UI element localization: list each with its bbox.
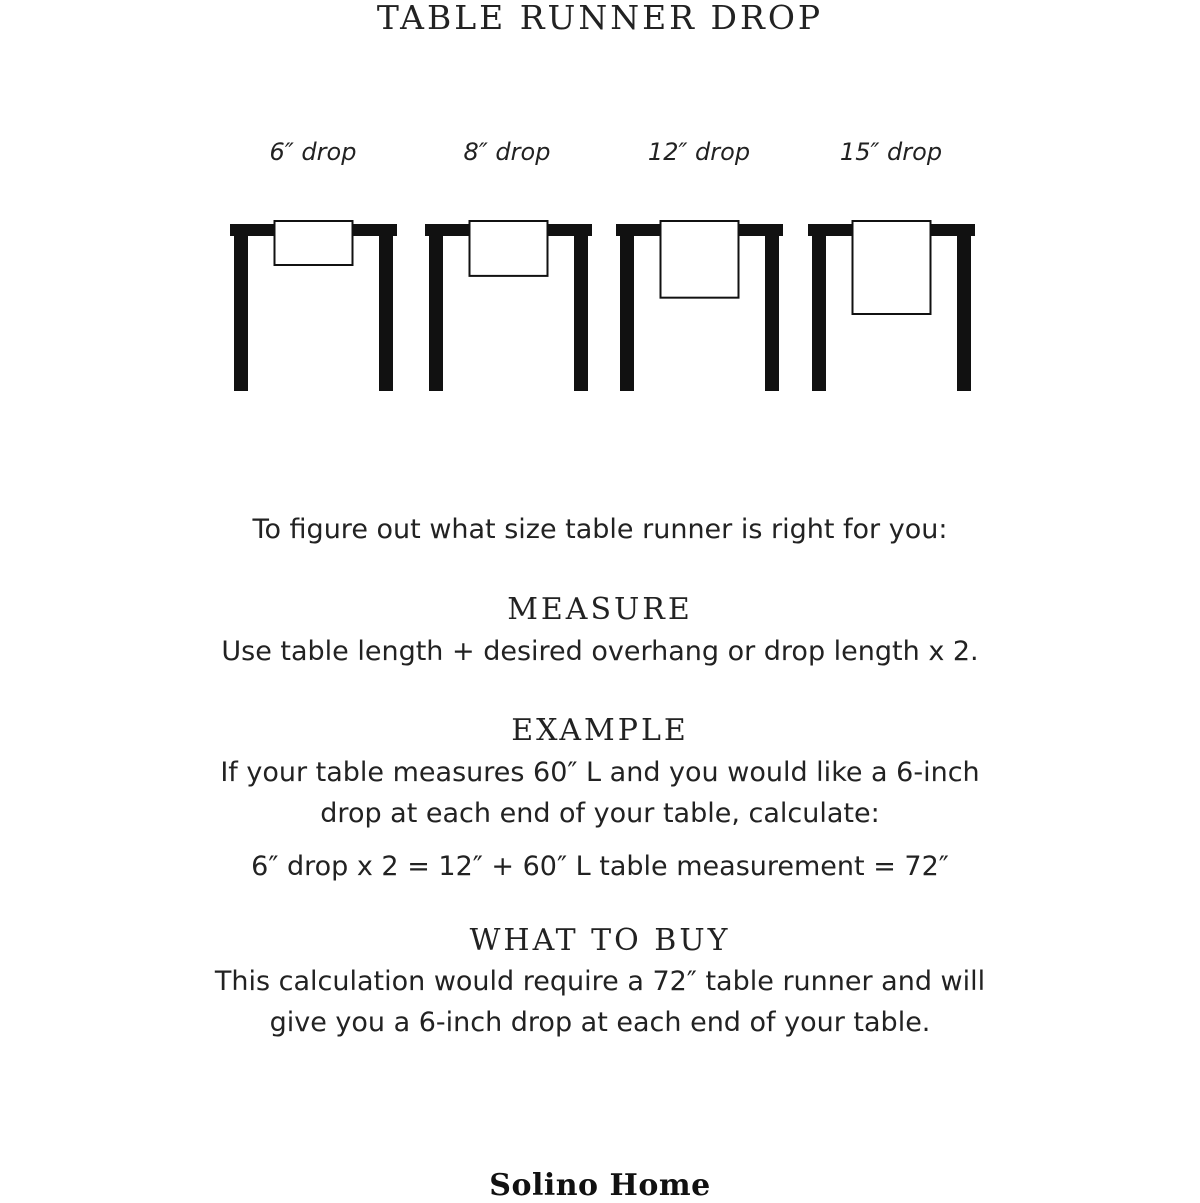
- drop-label-8: 8″ drop: [463, 138, 551, 166]
- table-leg-left: [812, 224, 826, 391]
- table-drop-diagram: [0, 0, 1200, 420]
- table-runner-drop: [470, 221, 548, 276]
- drop-label-15: 15″ drop: [839, 138, 943, 166]
- table-leg-left: [620, 224, 634, 391]
- measure-heading: MEASURE: [507, 592, 693, 627]
- what-to-buy-line-2: give you a 6-inch drop at each end of your table.: [269, 1007, 931, 1038]
- measure-text: Use table length + desired overhang or drop length x 2.: [221, 636, 979, 667]
- drop-label-12: 12″ drop: [647, 138, 751, 166]
- table-leg-right: [379, 224, 393, 391]
- what-to-buy-line-1: This calculation would require a 72″ table runner and will: [214, 966, 986, 997]
- example-heading: EXAMPLE: [511, 713, 689, 748]
- what-to-buy-heading: WHAT TO BUY: [469, 923, 731, 958]
- example-line-2: drop at each end of your table, calculate:: [320, 798, 880, 829]
- drop-label-6: 6″ drop: [269, 138, 357, 166]
- table-leg-right: [765, 224, 779, 391]
- table-runner-drop: [275, 221, 353, 265]
- intro-text: To figure out what size table runner is right for you:: [252, 514, 948, 545]
- table-leg-left: [429, 224, 443, 391]
- table-leg-right: [957, 224, 971, 391]
- brand-logo: Solino Home: [489, 1168, 711, 1203]
- example-line-1: If your table measures 60″ L and you would like a 6-inch: [220, 757, 980, 788]
- table-runner-drop: [661, 221, 739, 298]
- example-calculation: 6″ drop x 2 = 12″ + 60″ L table measurement = 72″: [251, 851, 949, 882]
- table-leg-left: [234, 224, 248, 391]
- table-leg-right: [574, 224, 588, 391]
- table-runner-drop: [853, 221, 931, 314]
- page-title: TABLE RUNNER DROP: [376, 0, 824, 37]
